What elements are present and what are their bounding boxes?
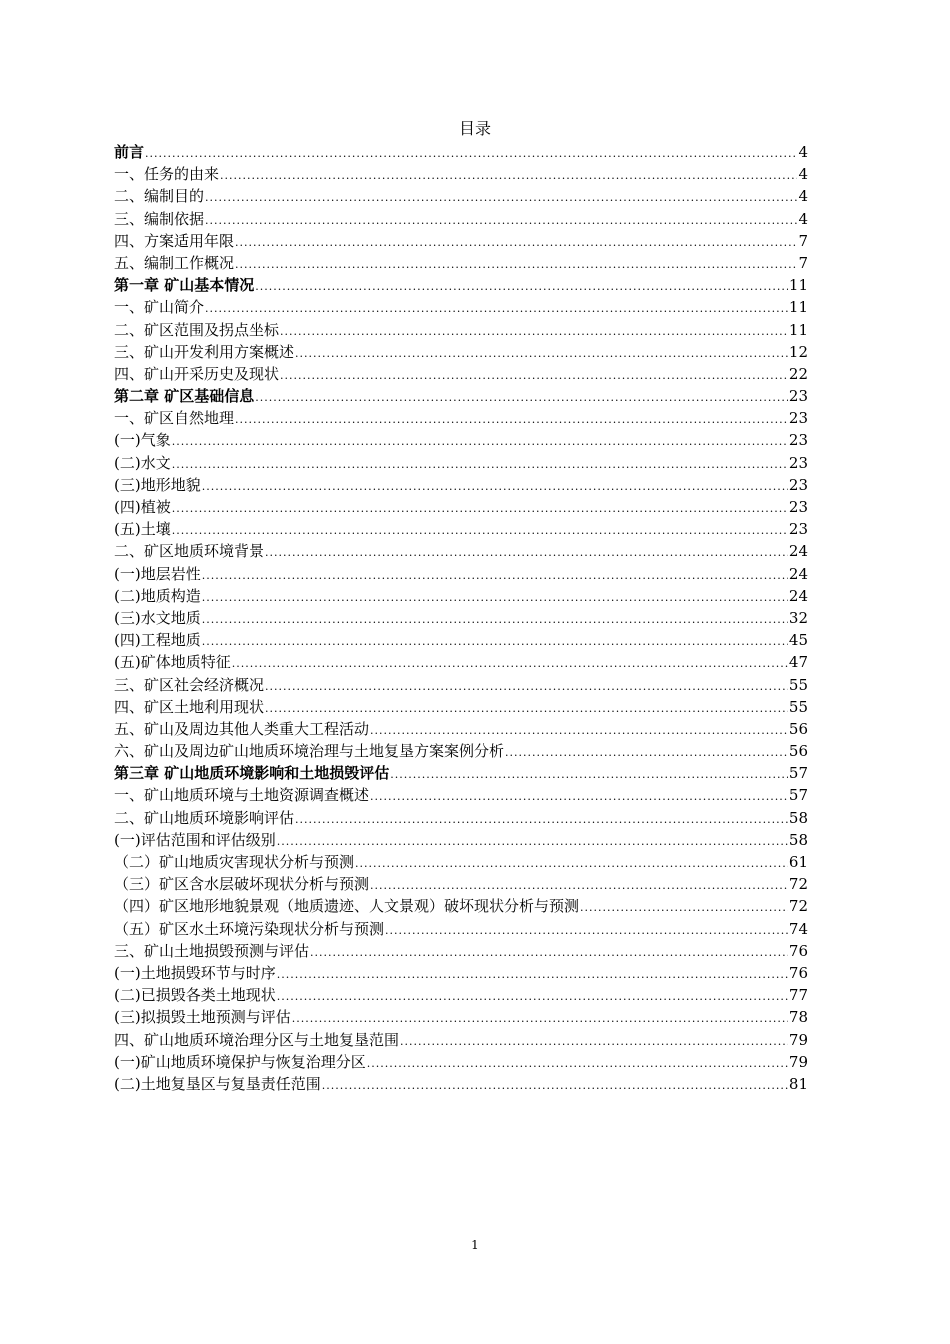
toc-entry-page: 7 bbox=[798, 231, 808, 250]
toc-entry-page: 4 bbox=[798, 165, 808, 184]
toc-entry[interactable] bbox=[114, 740, 808, 762]
toc-entry[interactable] bbox=[114, 385, 808, 407]
toc-entry-text: 二、编制目的 bbox=[114, 187, 205, 206]
toc-entry-text: (三)拟损毁土地预测与评估 bbox=[114, 1008, 291, 1027]
toc-leader-dots bbox=[205, 210, 797, 230]
toc-entry[interactable] bbox=[114, 496, 808, 518]
toc-leader-dots bbox=[322, 1075, 788, 1095]
toc-entry-text: 二、矿区地质环境背景 bbox=[114, 542, 265, 561]
toc-entry-page: 24 bbox=[788, 564, 808, 583]
toc-entry[interactable] bbox=[114, 962, 808, 984]
toc-entry-text: 二、矿山地质环境影响评估 bbox=[114, 808, 295, 827]
toc-entry[interactable] bbox=[114, 141, 808, 163]
toc-entry[interactable] bbox=[114, 784, 808, 806]
toc-leader-dots bbox=[172, 454, 788, 474]
toc-entry-page: 45 bbox=[788, 631, 808, 650]
toc-entry-page: 57 bbox=[788, 764, 808, 783]
toc-entry-text: 一、矿区自然地理 bbox=[114, 409, 235, 428]
toc-entry-page: 23 bbox=[788, 520, 808, 539]
toc-entry[interactable] bbox=[114, 940, 808, 962]
toc-leader-dots bbox=[277, 831, 788, 851]
toc-entry[interactable] bbox=[114, 518, 808, 540]
toc-entry-text: （三）矿区含水层破坏现状分析与预测 bbox=[114, 875, 370, 894]
toc-entry-text: 前言 bbox=[114, 143, 145, 161]
toc-entry[interactable] bbox=[114, 629, 808, 651]
toc-entry-page: 56 bbox=[788, 719, 808, 738]
toc-entry-page: 58 bbox=[788, 830, 808, 849]
toc-leader-dots bbox=[292, 1008, 788, 1028]
table-of-contents bbox=[114, 141, 808, 1095]
toc-leader-dots bbox=[390, 764, 788, 784]
toc-leader-dots bbox=[400, 1031, 788, 1051]
toc-entry-text: (一)气象 bbox=[114, 431, 171, 450]
toc-leader-dots bbox=[280, 365, 788, 385]
toc-leader-dots bbox=[232, 653, 788, 673]
toc-entry-page: 23 bbox=[788, 431, 808, 450]
toc-entry[interactable] bbox=[114, 851, 808, 873]
toc-entry-text: (一)矿山地质环境保护与恢复治理分区 bbox=[114, 1052, 366, 1071]
toc-entry-text: 四、矿区土地利用现状 bbox=[114, 697, 265, 716]
toc-entry-text: 一、矿山地质环境与土地资源调查概述 bbox=[114, 786, 370, 805]
toc-entry-page: 12 bbox=[788, 342, 808, 361]
toc-entry-text: (二)土地复垦区与复垦责任范围 bbox=[114, 1074, 321, 1093]
toc-entry[interactable] bbox=[114, 984, 808, 1006]
toc-entry[interactable] bbox=[114, 563, 808, 585]
toc-entry[interactable] bbox=[114, 208, 808, 230]
toc-entry-text: (二)已损毁各类土地现状 bbox=[114, 986, 276, 1005]
toc-entry[interactable] bbox=[114, 807, 808, 829]
toc-entry-text: 二、矿区范围及拐点坐标 bbox=[114, 320, 280, 339]
toc-entry[interactable] bbox=[114, 829, 808, 851]
toc-leader-dots bbox=[277, 986, 788, 1006]
toc-entry-page: 4 bbox=[798, 209, 808, 228]
toc-entry-text: 一、任务的由来 bbox=[114, 165, 220, 184]
toc-entry-text: 六、矿山及周边矿山地质环境治理与土地复垦方案案例分析 bbox=[114, 742, 505, 761]
toc-entry-text: (三)水文地质 bbox=[114, 608, 201, 627]
toc-leader-dots bbox=[145, 143, 797, 163]
toc-entry-text: （四）矿区地形地貌景观（地质遗迹、人文景观）破坏现状分析与预测 bbox=[114, 897, 580, 916]
toc-leader-dots bbox=[235, 232, 797, 252]
toc-leader-dots bbox=[265, 698, 788, 718]
toc-entry-text: （二）矿山地质灾害现状分析与预测 bbox=[114, 853, 355, 871]
toc-entry-page: 23 bbox=[788, 453, 808, 472]
toc-leader-dots bbox=[295, 809, 788, 829]
toc-entry-page: 74 bbox=[788, 919, 808, 938]
toc-entry[interactable] bbox=[114, 1051, 808, 1073]
toc-leader-dots bbox=[235, 409, 788, 429]
toc-entry-text: 三、矿区社会经济概况 bbox=[114, 675, 265, 694]
toc-entry-text: (二)水文 bbox=[114, 453, 171, 472]
toc-leader-dots bbox=[277, 964, 788, 984]
toc-entry[interactable] bbox=[114, 918, 808, 940]
toc-entry[interactable] bbox=[114, 696, 808, 718]
toc-entry-page: 23 bbox=[788, 387, 808, 406]
toc-leader-dots bbox=[205, 298, 788, 318]
toc-leader-dots bbox=[172, 498, 788, 518]
toc-entry-page: 23 bbox=[788, 409, 808, 428]
toc-entry[interactable] bbox=[114, 407, 808, 429]
toc-entry[interactable] bbox=[114, 230, 808, 252]
toc-entry[interactable] bbox=[114, 607, 808, 629]
toc-entry-text: (二)地质构造 bbox=[114, 586, 201, 605]
toc-entry-text: 四、方案适用年限 bbox=[114, 231, 235, 250]
toc-entry-text: 五、编制工作概况 bbox=[114, 253, 235, 272]
toc-entry-page: 47 bbox=[788, 653, 808, 672]
toc-entry-text: (五)矿体地质特征 bbox=[114, 653, 231, 672]
toc-entry-page: 79 bbox=[788, 1052, 808, 1071]
toc-entry[interactable] bbox=[114, 873, 808, 895]
toc-leader-dots bbox=[202, 609, 788, 629]
toc-entry-text: 四、矿山地质环境治理分区与土地复垦范围 bbox=[114, 1030, 400, 1049]
toc-entry-page: 79 bbox=[788, 1030, 808, 1049]
toc-leader-dots bbox=[280, 321, 788, 341]
toc-entry-page: 4 bbox=[798, 187, 808, 206]
toc-entry[interactable] bbox=[114, 341, 808, 363]
toc-leader-dots bbox=[202, 587, 788, 607]
toc-entry-page: 55 bbox=[788, 697, 808, 716]
toc-entry[interactable] bbox=[114, 274, 808, 296]
toc-entry-text: (一)评估范围和评估级别 bbox=[114, 830, 276, 849]
toc-entry-text: 第二章 矿区基础信息 bbox=[114, 387, 255, 406]
toc-entry[interactable] bbox=[114, 163, 808, 185]
toc-entry-page: 57 bbox=[788, 786, 808, 805]
toc-entry-page: 58 bbox=[788, 808, 808, 827]
toc-entry-page: 11 bbox=[788, 276, 808, 295]
toc-entry-page: 11 bbox=[788, 320, 808, 339]
toc-entry-text: (五)土壤 bbox=[114, 520, 171, 539]
toc-entry-page: 78 bbox=[788, 1008, 808, 1027]
toc-entry-page: 11 bbox=[788, 298, 808, 317]
toc-entry-page: 61 bbox=[788, 853, 808, 871]
toc-entry-text: 第三章 矿山地质环境影响和土地损毁评估 bbox=[114, 764, 390, 783]
toc-entry-text: 三、矿山开发利用方案概述 bbox=[114, 342, 295, 361]
toc-entry-text: 三、编制依据 bbox=[114, 209, 205, 228]
toc-leader-dots bbox=[355, 853, 788, 873]
toc-entry[interactable] bbox=[114, 185, 808, 207]
toc-leader-dots bbox=[205, 187, 797, 207]
toc-leader-dots bbox=[255, 276, 788, 296]
toc-leader-dots bbox=[172, 520, 788, 540]
toc-entry-page: 55 bbox=[788, 675, 808, 694]
toc-leader-dots bbox=[580, 897, 788, 917]
toc-entry-text: (四)工程地质 bbox=[114, 631, 201, 650]
toc-entry-page: 77 bbox=[788, 986, 808, 1005]
toc-entry-page: 4 bbox=[798, 143, 808, 161]
toc-entry-text: (三)地形地貌 bbox=[114, 475, 201, 494]
toc-entry[interactable] bbox=[114, 296, 808, 318]
toc-leader-dots bbox=[265, 676, 788, 696]
toc-entry[interactable] bbox=[114, 1029, 808, 1051]
toc-entry-page: 76 bbox=[788, 941, 808, 960]
toc-leader-dots bbox=[255, 387, 788, 407]
toc-entry-page: 81 bbox=[788, 1074, 808, 1093]
toc-entry[interactable] bbox=[114, 718, 808, 740]
toc-entry-text: (一)土地损毁环节与时序 bbox=[114, 963, 276, 982]
toc-entry[interactable] bbox=[114, 1006, 808, 1028]
toc-leader-dots bbox=[220, 165, 797, 185]
toc-entry-text: 三、矿山土地损毁预测与评估 bbox=[114, 941, 310, 960]
toc-leader-dots bbox=[295, 343, 788, 363]
toc-entry[interactable] bbox=[114, 651, 808, 673]
toc-entry-text: (四)植被 bbox=[114, 498, 171, 516]
toc-entry-page: 23 bbox=[788, 475, 808, 494]
toc-entry-page: 76 bbox=[788, 963, 808, 982]
toc-entry[interactable] bbox=[114, 762, 808, 784]
toc-leader-dots bbox=[370, 786, 788, 806]
toc-leader-dots bbox=[367, 1053, 788, 1073]
toc-leader-dots bbox=[202, 476, 788, 496]
toc-entry[interactable] bbox=[114, 895, 808, 917]
toc-leader-dots bbox=[235, 254, 797, 274]
toc-entry-text: （五）矿区水土环境污染现状分析与预测 bbox=[114, 919, 385, 938]
toc-entry-page: 23 bbox=[788, 498, 808, 516]
toc-leader-dots bbox=[505, 742, 788, 762]
toc-entry[interactable] bbox=[114, 319, 808, 341]
toc-entry[interactable] bbox=[114, 474, 808, 496]
toc-leader-dots bbox=[202, 565, 788, 585]
toc-entry[interactable] bbox=[114, 452, 808, 474]
toc-entry-page: 22 bbox=[788, 364, 808, 383]
page-number: 1 bbox=[471, 1238, 479, 1252]
toc-entry-text: 五、矿山及周边其他人类重大工程活动 bbox=[114, 719, 370, 738]
toc-entry-page: 24 bbox=[788, 542, 808, 561]
toc-leader-dots bbox=[172, 431, 788, 451]
toc-title: 目录 bbox=[458, 119, 491, 138]
toc-entry-text: 四、矿山开采历史及现状 bbox=[114, 364, 280, 383]
toc-entry[interactable] bbox=[114, 1073, 808, 1095]
toc-leader-dots bbox=[265, 542, 788, 562]
toc-entry[interactable] bbox=[114, 674, 808, 696]
toc-leader-dots bbox=[202, 631, 788, 651]
toc-entry[interactable] bbox=[114, 540, 808, 562]
toc-entry-page: 7 bbox=[798, 253, 808, 272]
toc-leader-dots bbox=[370, 875, 788, 895]
toc-leader-dots bbox=[385, 920, 788, 940]
toc-entry-text: 一、矿山简介 bbox=[114, 298, 205, 317]
toc-entry-page: 72 bbox=[788, 875, 808, 894]
toc-entry[interactable] bbox=[114, 252, 808, 274]
toc-entry-text: 第一章 矿山基本情况 bbox=[114, 276, 255, 295]
toc-entry[interactable] bbox=[114, 585, 808, 607]
toc-entry-page: 24 bbox=[788, 586, 808, 605]
toc-entry-page: 32 bbox=[788, 608, 808, 627]
toc-leader-dots bbox=[310, 942, 788, 962]
toc-entry-page: 56 bbox=[788, 742, 808, 761]
toc-entry-text: (一)地层岩性 bbox=[114, 564, 201, 583]
toc-entry[interactable] bbox=[114, 429, 808, 451]
toc-entry[interactable] bbox=[114, 363, 808, 385]
toc-entry-page: 72 bbox=[788, 897, 808, 916]
toc-leader-dots bbox=[370, 720, 788, 740]
